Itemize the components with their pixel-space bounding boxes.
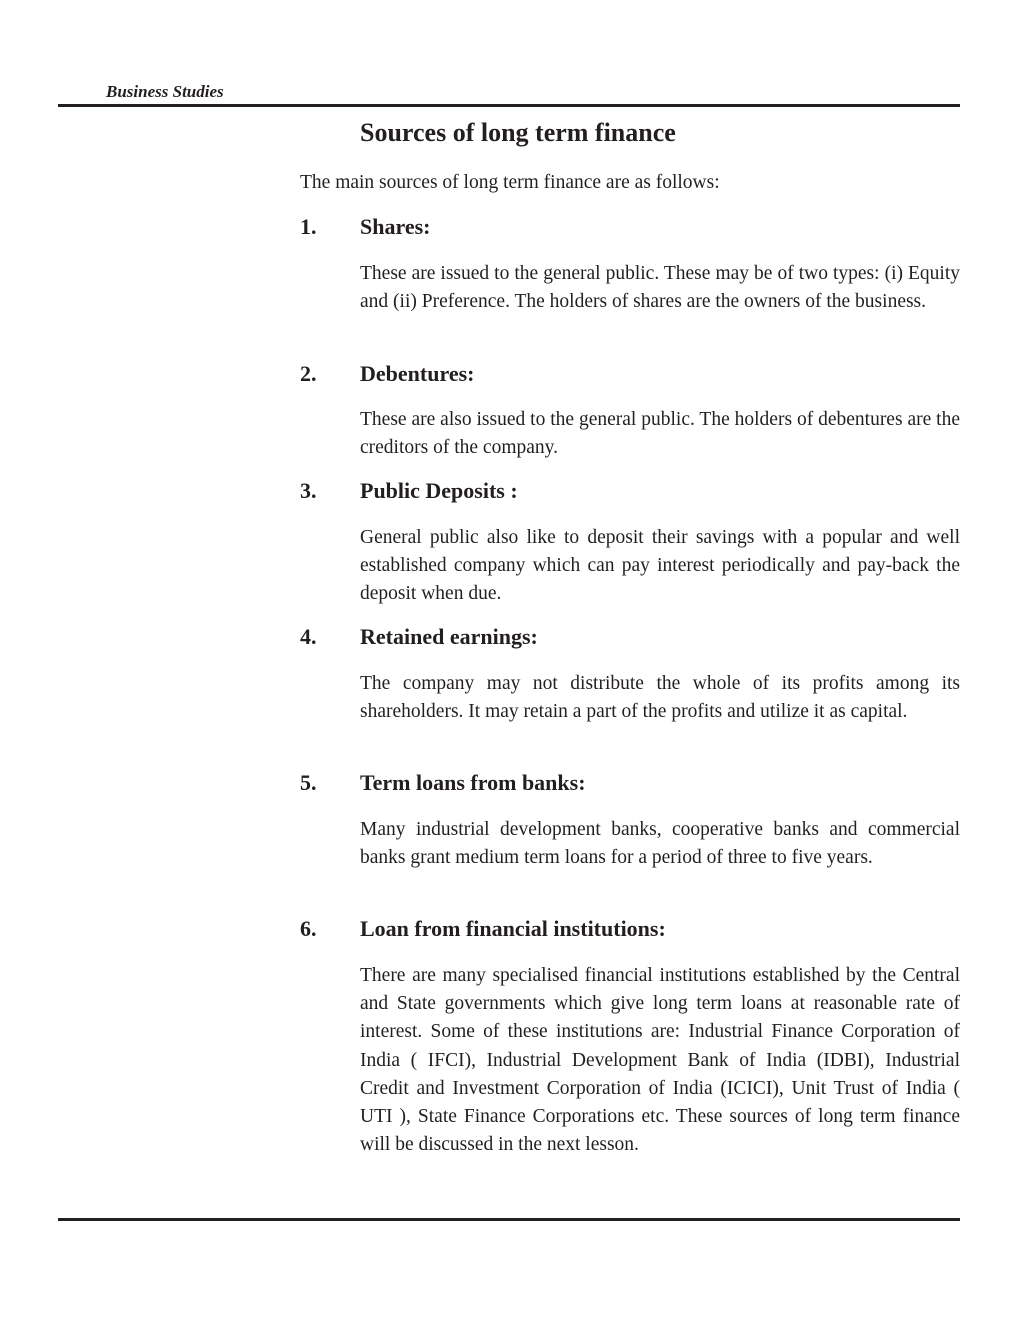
item-title: Loan from financial institutions: [360, 916, 666, 941]
item-body-financial-institutions: There are many specialised financial institutions established by the Central and State governments which give long term loans at reasonable rate of interest. Some of these institutions are: Industrial Finance Corporation of India ( IFCI), Industrial Development Bank of India (IDBI), Industrial Credit and Investment Corporation of India (ICICI), Unit Trust of India ( UTI ), State Finance Corporations etc. These sources of long term finance will be discussed in the next lesson. [360, 965, 960, 1156]
item-heading-financial-institutions [300, 916, 666, 942]
item-heading-public-deposits [300, 478, 518, 504]
item-heading-term-loans [300, 770, 586, 796]
item-heading-shares [300, 214, 431, 240]
intro-text: The main sources of long term finance are as follows: [300, 172, 720, 193]
item-heading-retained-earnings [300, 624, 538, 650]
item-heading-debentures [300, 361, 474, 387]
item-body-retained-earnings: The company may not distribute the whole of its profits among its shareholders. It may retain a part of the profits and utilize it as capital. [360, 673, 960, 723]
item-number: 6. [300, 916, 317, 941]
item-body-public-deposits: General public also like to deposit their savings with a popular and well established company which can pay interest periodically and pay-back the deposit when due. [360, 527, 960, 605]
item-title: Debentures: [360, 361, 475, 386]
header-rule [58, 104, 960, 107]
section-title: Sources of long term finance [360, 118, 676, 147]
item-number: 5. [300, 770, 317, 795]
item-body-shares: These are issued to the general public. These may be of two types: (i) Equity and (ii) Preference. The holders of shares are the owners of the business. [360, 263, 960, 313]
item-title: Public Deposits : [360, 478, 518, 503]
item-title: Shares: [360, 214, 431, 239]
item-body-term-loans: Many industrial development banks, cooperative banks and commercial banks grant medium term loans for a period of three to five years. [360, 819, 960, 869]
footer-rule [58, 1218, 960, 1221]
item-title: Retained earnings: [360, 624, 538, 649]
item-number: 4. [300, 624, 317, 649]
item-body-debentures: These are also issued to the general public. The holders of debentures are the creditors of the company. [360, 409, 960, 459]
item-number: 2. [300, 361, 317, 386]
item-number: 1. [300, 214, 317, 239]
item-number: 3. [300, 478, 317, 503]
running-header: Business Studies [106, 82, 224, 101]
item-title: Term loans from banks: [360, 770, 586, 795]
